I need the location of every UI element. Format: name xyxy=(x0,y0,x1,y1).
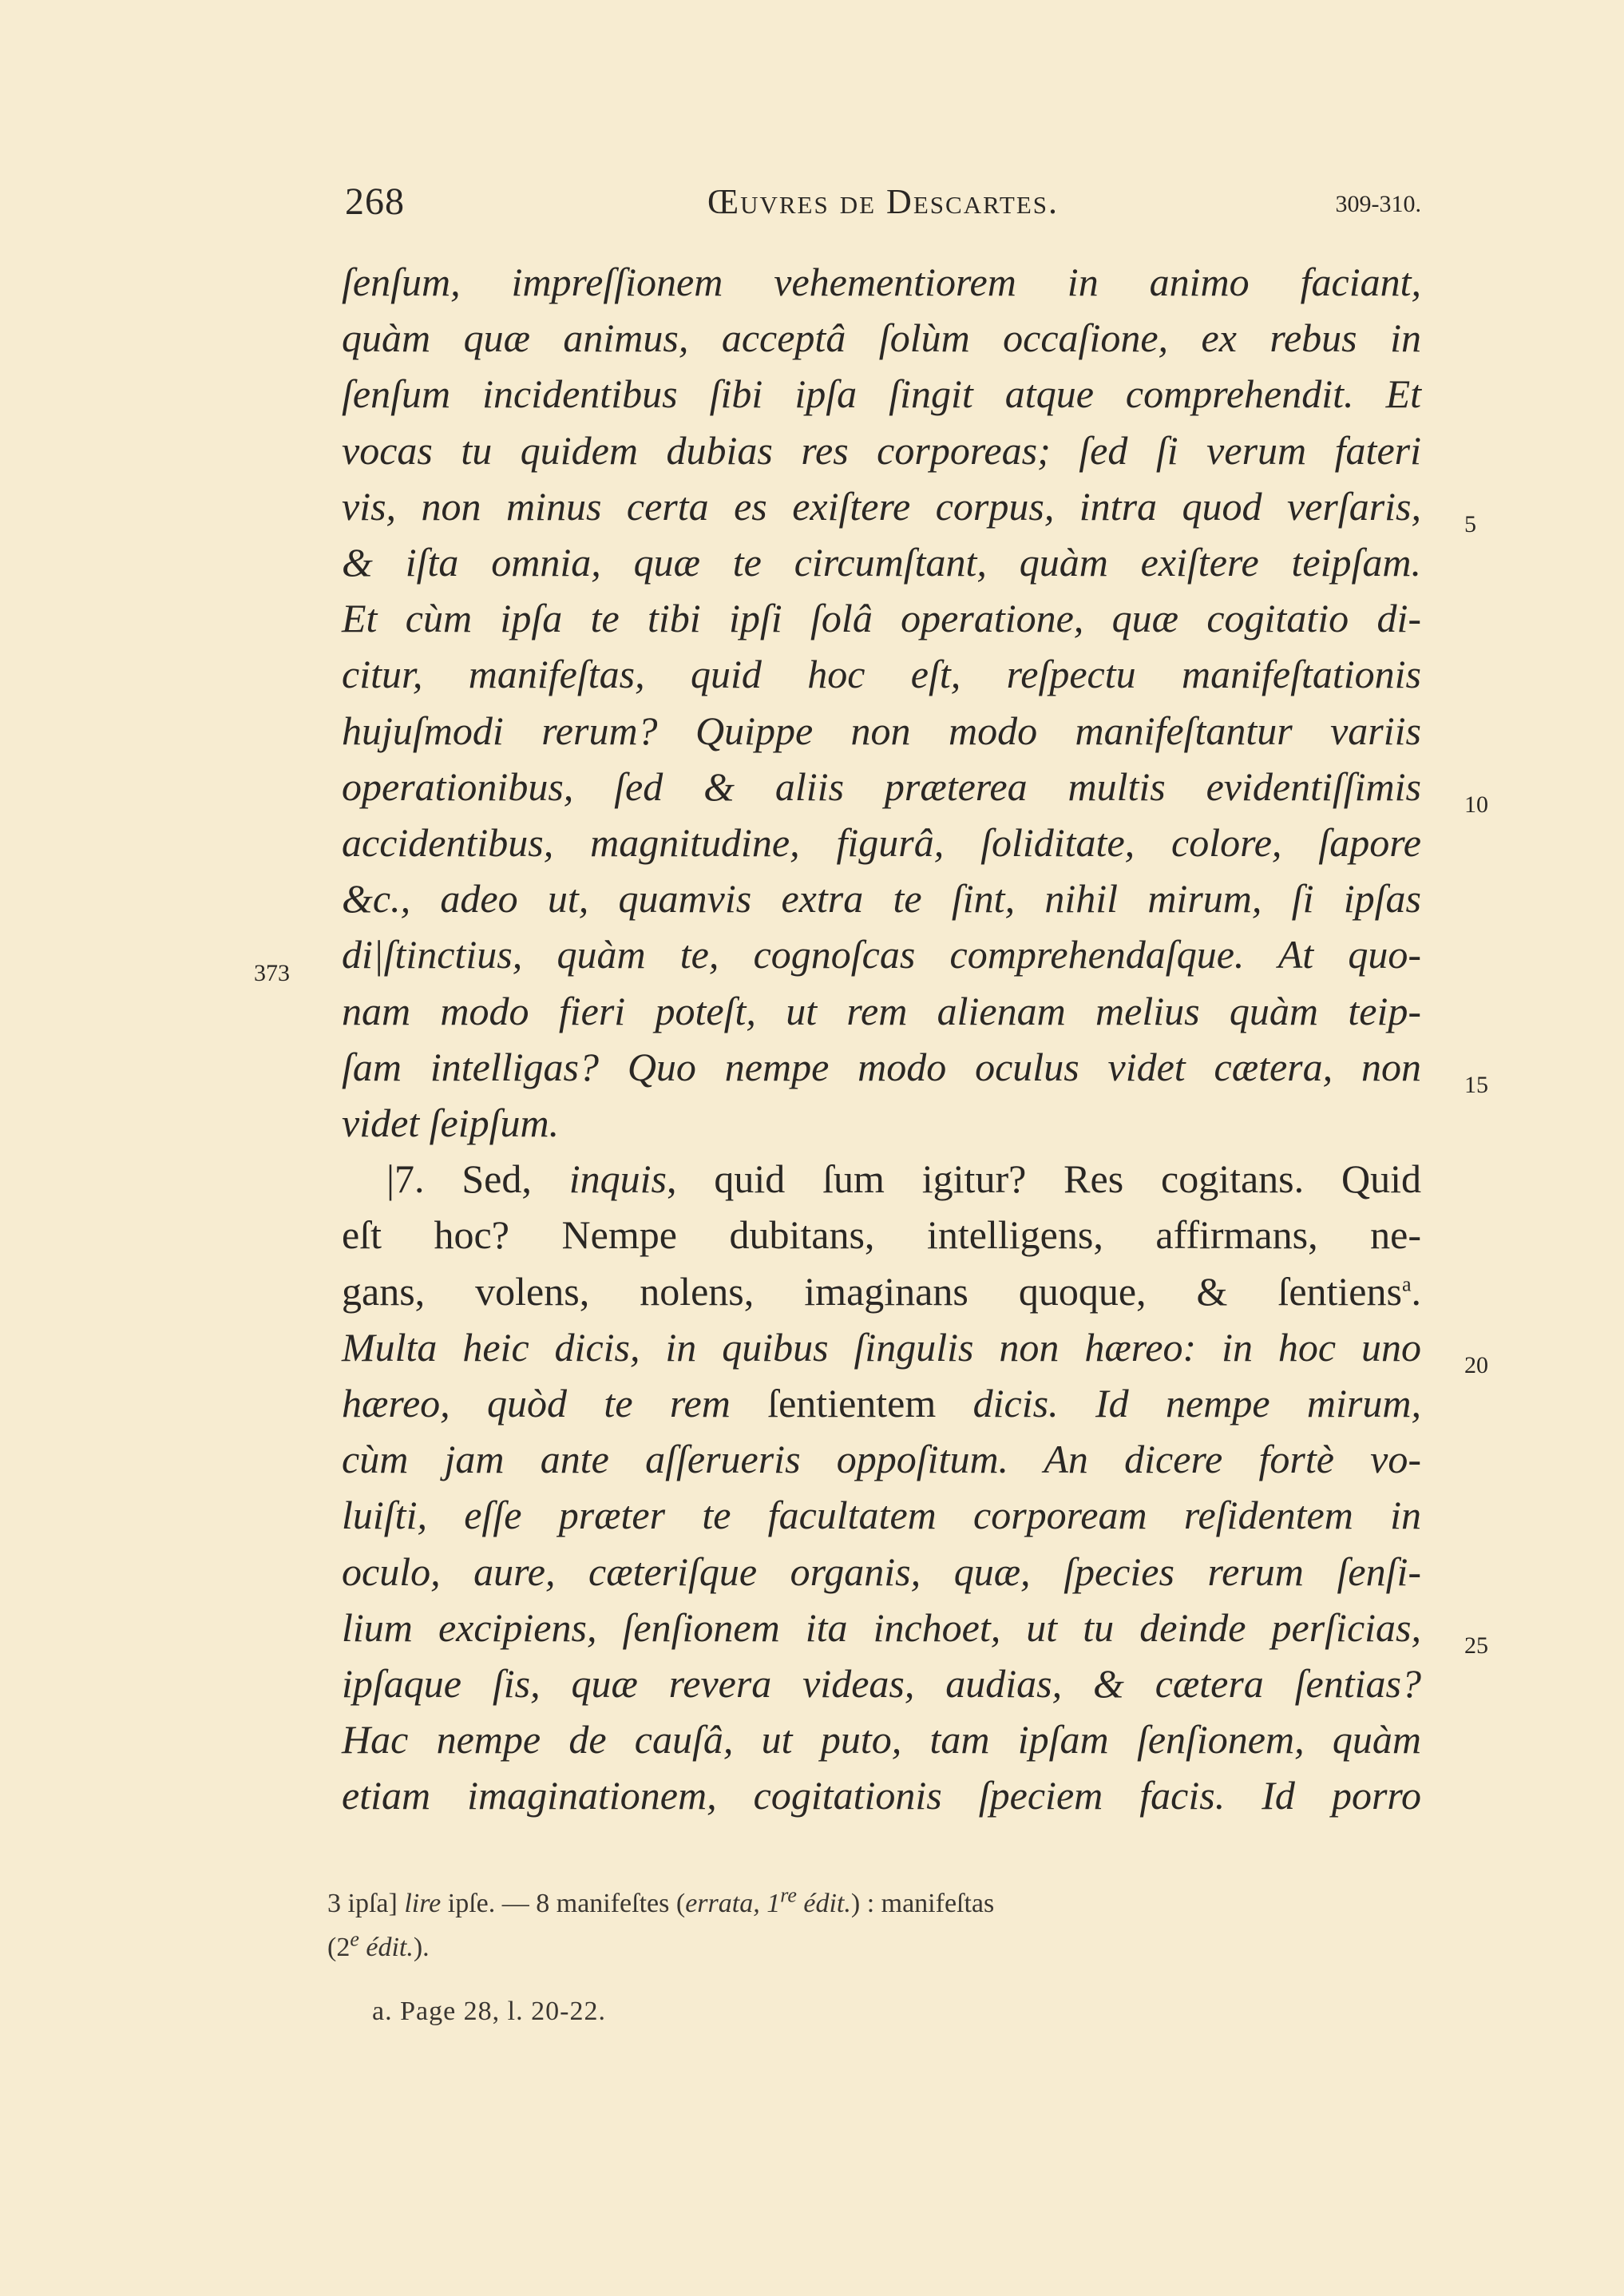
text-segment: vis, non minus certa es exiſtere corpus, intra quod verſaris, xyxy=(342,483,1421,529)
text-line xyxy=(342,254,1421,310)
text-segment: inquis xyxy=(568,1156,667,1202)
text-line xyxy=(342,1375,1421,1431)
line-number-20: 20 xyxy=(1464,1352,1488,1378)
text-segment: ſam intelligas? Quo nempe modo oculus videt cætera, non xyxy=(342,1044,1421,1089)
footnote: a. Page 28, l. 20-22. xyxy=(372,1997,606,2026)
text-segment: dicis. Id nempe mirum, xyxy=(936,1381,1421,1426)
text-segment: ipſaque ſis, quæ revera videas, audias, & cætera ſentias? xyxy=(342,1661,1421,1706)
superscript: a xyxy=(1401,1271,1412,1295)
text-line xyxy=(342,646,1421,702)
text-segment: ipſe. — 8 manifeſtes ( xyxy=(441,1889,686,1918)
text-segment: Et cùm ipſa te tibi ipſi ſolâ operatione, quæ cogitatio di- xyxy=(342,596,1421,641)
superscript: re xyxy=(780,1883,797,1907)
text-segment: & iſta omnia, quæ te circumſtant, quàm exiſtere teipſam. xyxy=(342,540,1421,585)
text-segment: cùm jam ante aſſerueris oppoſitum. An dicere fortè vo- xyxy=(342,1437,1421,1482)
text-line xyxy=(342,310,1421,366)
text-segment: hæreo, quòd te rem xyxy=(342,1381,768,1426)
margin-page-reference: 373 xyxy=(254,960,290,986)
text-segment: édit. xyxy=(358,1933,414,1962)
variant-note-line xyxy=(327,1927,1421,1963)
text-line xyxy=(342,1151,1421,1207)
text-line xyxy=(342,478,1421,534)
text-segment: videt ſeipſum. xyxy=(342,1100,560,1145)
line-number-15: 15 xyxy=(1464,1072,1488,1098)
text-segment: errata, 1 xyxy=(685,1889,781,1918)
text-segment: ). xyxy=(413,1933,430,1962)
text-line xyxy=(342,1711,1421,1767)
text-segment: oculo, aure, cæteriſque organis, quæ, ſpecies rerum ſenſi- xyxy=(342,1549,1421,1594)
text-line xyxy=(342,1656,1421,1711)
text-segment: eſt hoc? Nempe dubitans, intelligens, affirmans, ne- xyxy=(342,1212,1421,1258)
text-segment: ſenſum, impreſſionem vehementiorem in animo faciant, xyxy=(342,260,1421,304)
text-line xyxy=(342,759,1421,815)
variant-note-line xyxy=(327,1883,1421,1919)
text-segment: nam modo fieri poteſt, ut rem alienam melius quàm teip- xyxy=(342,988,1421,1033)
text-line xyxy=(342,870,1421,926)
line-number-25: 25 xyxy=(1464,1632,1488,1659)
text-segment: quàm quæ animus, acceptâ ſolùm occaſione, ex rebus in xyxy=(342,315,1421,361)
superscript: e xyxy=(350,1927,359,1951)
text-segment: etiam imaginationem, cogitationis ſpeciem facis. Id porro xyxy=(342,1773,1421,1818)
text-segment: operationibus, ſed & aliis præterea multis evidentiſſimis xyxy=(342,763,1421,809)
text-line xyxy=(342,1207,1421,1263)
page-range: 309-310. xyxy=(1335,191,1421,217)
page-number: 268 xyxy=(345,180,405,223)
text-segment: 3 ipſa] xyxy=(327,1889,405,1918)
text-line xyxy=(342,1487,1421,1543)
text-segment: , quid ſum igitur? Res cogitans. Quid xyxy=(667,1156,1421,1202)
text-segment: ſentientem xyxy=(767,1381,937,1426)
text-segment: citur, manifeſtas, quid hoc eſt, reſpectu manifeſtationis xyxy=(342,652,1421,697)
text-line xyxy=(342,926,1421,982)
text-segment: di|ſtinctius, quàm te, cognoſcas comprehendaſque. At quo- xyxy=(342,932,1421,977)
text-line xyxy=(342,1431,1421,1487)
text-segment: luiſti, eſſe præter te facultatem corpoream reſidentem in xyxy=(342,1493,1421,1538)
running-title: Œuvres de Descartes. xyxy=(707,182,1060,221)
text-line xyxy=(342,815,1421,870)
text-line xyxy=(342,1263,1421,1319)
text-line xyxy=(342,590,1421,646)
text-segment: accidentibus, magnitudine, figurâ, ſoliditate, colore, ſapore xyxy=(342,820,1421,865)
text-segment: ) : manifeſtas xyxy=(850,1889,995,1918)
text-segment: lium excipiens, ſenſionem ita inchoet, ut tu deinde perſicias, xyxy=(342,1604,1421,1650)
text-segment: vocas tu quidem dubias res corporeas; ſed ſi verum fateri xyxy=(342,427,1421,473)
text-segment: gans, volens, nolens, imaginans quoque, & ſentiens xyxy=(342,1268,1402,1314)
text-line xyxy=(342,983,1421,1039)
text-segment: ſenſum incidentibus ſibi ipſa ſingit atque comprehendit. Et xyxy=(342,371,1421,417)
text-segment: |7. Sed, xyxy=(386,1156,569,1202)
text-segment: . xyxy=(1411,1268,1421,1314)
text-segment: lire xyxy=(404,1889,442,1918)
line-number-5: 5 xyxy=(1464,511,1476,537)
page-header xyxy=(345,180,1421,236)
text-segment: hujuſmodi rerum? Quippe non modo manifeſtantur variis xyxy=(342,708,1421,753)
text-line xyxy=(342,422,1421,478)
text-segment: Hac nempe de cauſâ, ut puto, tam ipſam ſenſionem, quàm xyxy=(342,1717,1421,1763)
line-number-10: 10 xyxy=(1464,791,1488,818)
text-line xyxy=(342,1544,1421,1600)
text-line xyxy=(342,1319,1421,1375)
text-line xyxy=(342,703,1421,759)
text-segment: &c., adeo ut, quamvis extra te ſint, nihil mirum, ſi ipſas xyxy=(342,876,1421,922)
text-segment: (2 xyxy=(327,1933,351,1962)
text-line xyxy=(342,1039,1421,1095)
text-segment: Multa heic dicis, in quibus ſingulis non hæreo: in hoc uno xyxy=(342,1324,1421,1370)
text-line xyxy=(342,366,1421,422)
text-line xyxy=(342,1095,1421,1151)
text-line xyxy=(342,534,1421,590)
text-line xyxy=(342,1600,1421,1656)
text-segment: édit. xyxy=(796,1889,851,1918)
text-line xyxy=(342,1767,1421,1823)
